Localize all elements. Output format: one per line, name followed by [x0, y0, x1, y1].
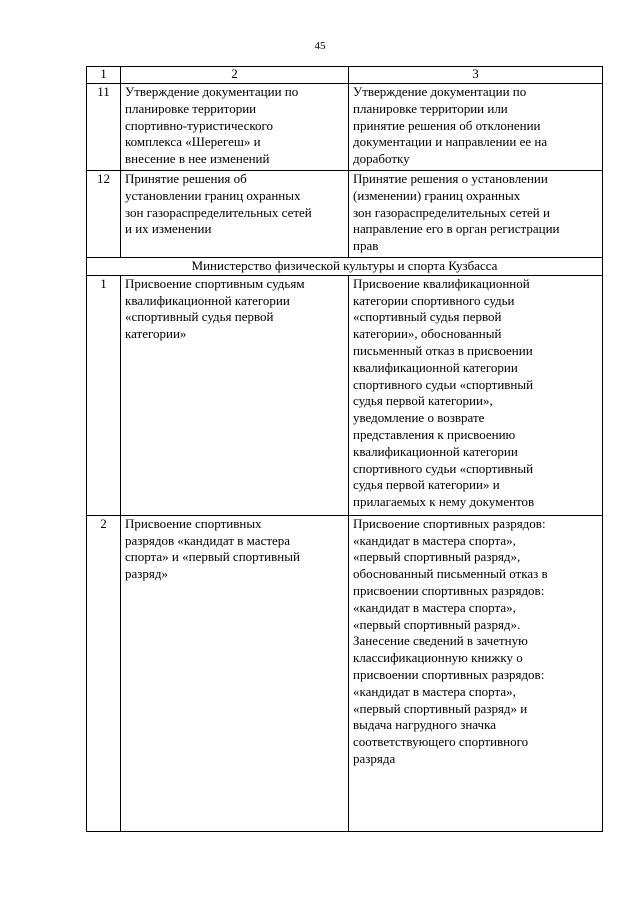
section-header-row [87, 258, 603, 276]
header-cell-3: 3 [349, 67, 603, 84]
row-number: 12 [87, 171, 121, 258]
table-row [87, 171, 603, 258]
row-number: 1 [87, 275, 121, 515]
table-header-row [87, 67, 603, 84]
service-name: Принятие решения об установлении границ охранных зон газораспределительных сетей и их изменении [121, 171, 349, 258]
service-name: Присвоение спортивным судьям квалификационной категории «спортивный судья первой категории» [121, 275, 349, 515]
table-row [87, 84, 603, 171]
service-result: Присвоение квалификационной категории спортивного судьи «спортивный судья первой категории», обоснованный письменный отказ в присвоении квалификационной категории спортивного судьи «спортивный судья первой категории», уведомление о возврате представления к присвоению квалификационной категории спортивного судьи «спортивный судья первой категории» и прилагаемых к нему документов [349, 275, 603, 515]
row-number: 2 [87, 515, 121, 831]
table-row [87, 275, 603, 515]
service-name: Присвоение спортивных разрядов «кандидат в мастера спорта» и «первый спортивный разряд» [121, 515, 349, 831]
header-cell-2: 2 [121, 67, 349, 84]
service-name: Утверждение документации по планировке территории спортивно-туристического комплекса «Шерегеш» и внесение в нее изменений [121, 84, 349, 171]
row-number: 11 [87, 84, 121, 171]
section-title: Министерство физической культуры и спорта Кузбасса [87, 258, 603, 276]
service-result: Присвоение спортивных разрядов: «кандидат в мастера спорта», «первый спортивный разряд», обоснованный письменный отказ в присвоении спортивных разрядов: «кандидат в мастера спорта», «первый спортивный разряд». Занесение сведений в зачетную классификационную книжку о присвоении спортивных разрядов: «кандидат в мастера спорта», «первый спортивный разряд» и выдача нагрудного значка соответствующего спортивного разряда [349, 515, 603, 831]
header-cell-1: 1 [87, 67, 121, 84]
service-result: Утверждение документации по планировке территории или принятие решения об отклонении документации и направлении ее на доработку [349, 84, 603, 171]
table-row [87, 515, 603, 831]
service-result: Принятие решения о установлении (изменении) границ охранных зон газораспределительных сетей и направление его в орган регистрации прав [349, 171, 603, 258]
page-number: 45 [314, 40, 326, 52]
services-table [86, 66, 603, 832]
